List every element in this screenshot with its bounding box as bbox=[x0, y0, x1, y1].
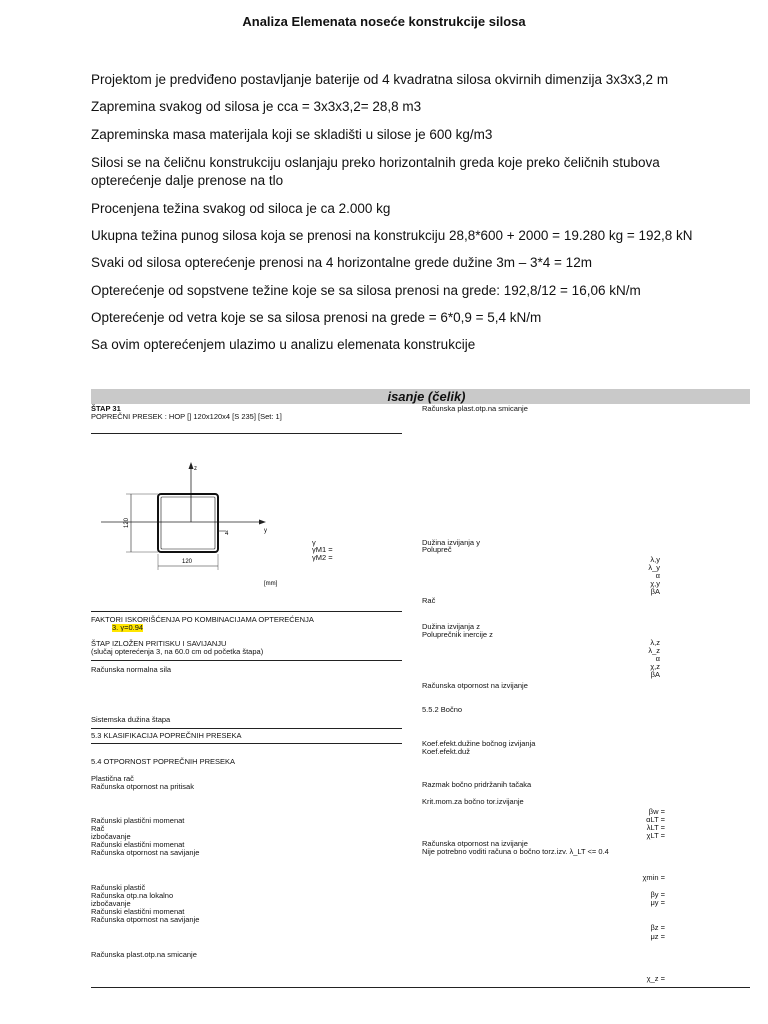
z-symbol: βA bbox=[650, 670, 660, 679]
shear-label-right: Računska plast.otp.na smicanje bbox=[422, 404, 528, 413]
cross-section-diagram bbox=[96, 458, 286, 588]
group2-line: izbočavanje bbox=[91, 832, 131, 841]
gamma-m2-label: γM2 = bbox=[312, 553, 333, 562]
chi-min-label: χmin = bbox=[642, 873, 665, 882]
z-symbol: χ,z bbox=[650, 662, 660, 671]
paragraph: Sa ovim opterećenjem ulazimo u analizu elemenata konstrukcije bbox=[91, 337, 476, 352]
lateral-heading: 5.5.2 Bočno bbox=[422, 705, 463, 714]
beta-z-label: βz = bbox=[650, 923, 665, 932]
system-length-label: Sistemska dužina štapa bbox=[91, 715, 171, 724]
z-symbol: λ_z bbox=[648, 646, 660, 655]
group2-line: Računski elastični momenat bbox=[91, 840, 185, 849]
group2-line: Računski plastični momenat bbox=[91, 816, 185, 825]
divider bbox=[91, 743, 402, 744]
paragraph: Zapremina svakog od silosa je cca = 3x3x3,2= 28,8 m3 bbox=[91, 99, 422, 114]
divider bbox=[91, 433, 402, 434]
group1-line: Računska otpornost na pritisak bbox=[91, 782, 194, 791]
group3-line: Računska otp.na lokalno bbox=[91, 891, 174, 900]
y-symbol: βA bbox=[650, 587, 660, 596]
z-symbol: α bbox=[655, 654, 660, 663]
y-symbol: χ,y bbox=[650, 579, 660, 588]
member-loaded-sub: (slučaj opterećenja 3, na 60.0 cm od početka štapa) bbox=[91, 647, 264, 656]
paragraph: Silosi se na čeličnu konstrukciju oslanjaju preko horizontalnih greda koje preko čeličnih stubova opterećenje dalje prenose na tlo bbox=[91, 155, 660, 188]
crit-moment-label: Krit.mom.za bočno tor.izvijanje bbox=[422, 797, 524, 806]
axial-force-label: Računska normalna sila bbox=[91, 665, 172, 674]
svg-text:z: z bbox=[194, 466, 197, 472]
paragraph: Opterećenje od sopstvene težine koje se sa silosa prenosi na grede: 192,8/12 = 16,06 kN/m bbox=[91, 283, 641, 298]
classification-heading: 5.3 KLASIFIKACIJA POPREČNIH PRESEKA bbox=[91, 731, 242, 740]
beta-y-label: βy = bbox=[650, 890, 665, 899]
group2-line: Računska otpornost na savijanje bbox=[91, 848, 200, 857]
rac-label: Rač bbox=[422, 596, 436, 605]
mu-y-label: μy = bbox=[650, 898, 665, 907]
group2-line: Rač bbox=[91, 824, 105, 833]
lt-symbol: βw = bbox=[648, 807, 665, 816]
divider bbox=[91, 728, 402, 729]
z-symbol: λ,z bbox=[650, 638, 660, 647]
paragraph: Projektom je predviđeno postavljanje baterije od 4 kvadratna silosa okvirnih dimenzija 3x3x3,2 m bbox=[91, 72, 669, 87]
mu-z-label: μz = bbox=[650, 932, 665, 941]
paragraph: Opterećenje od vetra koje se sa silosa prenosi na grede = 6*0,9 = 5,4 kN/m bbox=[91, 310, 542, 325]
gamma-m1-label: γM1 = bbox=[312, 545, 333, 554]
svg-text:y: y bbox=[264, 528, 267, 534]
svg-text:[mm]: [mm] bbox=[264, 581, 278, 587]
buckling-y-line: Polupreč bbox=[422, 545, 452, 554]
lt-note: Nije potrebno voditi računa o bočno torz.izv. λ_LT <= 0.4 bbox=[422, 847, 609, 856]
lt-symbol: χLT = bbox=[646, 831, 665, 840]
divider bbox=[91, 660, 402, 661]
report-header-band bbox=[91, 389, 750, 404]
paragraph: Zapreminska masa materijala koji se skladišti u silose je 600 kg/m3 bbox=[91, 127, 493, 142]
svg-text:120: 120 bbox=[124, 517, 130, 528]
lt-symbol: αLT = bbox=[646, 815, 665, 824]
y-symbol: λ_y bbox=[648, 563, 660, 572]
bottom-rule bbox=[91, 987, 750, 988]
group3-line: Računska otpornost na savijanje bbox=[91, 915, 200, 924]
lateral-line: Koef.efekt.dužine bočnog izvijanja bbox=[422, 739, 536, 748]
lateral-line: Koef.efekt.duž bbox=[422, 747, 470, 756]
group3-line: Računski plastič bbox=[91, 883, 146, 892]
y-symbol: λ,y bbox=[650, 555, 660, 564]
factors-title: FAKTORI ISKORIŠĆENJA PO KOMBINACIJAMA OPTEREĆENJA bbox=[91, 615, 314, 624]
document-title: Analiza Elemenata noseće konstrukcije silosa bbox=[242, 14, 526, 29]
group1-line: Plastična rač bbox=[91, 774, 134, 783]
paragraph: Ukupna težina punog silosa koja se prenosi na konstrukciju 28,8*600 + 2000 = 19.280 kg = 192,8 kN bbox=[91, 228, 693, 243]
paragraph: Svaki od silosa opterećenje prenosi na 4 horizontalne grede dužine 3m – 3*4 = 12m bbox=[91, 255, 592, 270]
buckling-y-line: Dužina izvijanja y bbox=[422, 538, 480, 547]
restraint-distance-label: Razmak bočno pridržanih tačaka bbox=[422, 780, 532, 789]
y-symbol: α bbox=[655, 571, 660, 580]
factors-value: 3. γ=0.94 bbox=[112, 623, 144, 632]
gamma-label: γ bbox=[312, 538, 316, 547]
group3-line: Računski elastični momenat bbox=[91, 907, 185, 916]
chi-z-label: χ_z = bbox=[646, 974, 665, 983]
report-header-title: isanje (čelik) bbox=[387, 389, 466, 404]
buckling-z-line: Poluprečnik inercije z bbox=[422, 630, 493, 639]
resistance-heading: 5.4 OTPORNOST POPREČNIH PRESEKA bbox=[91, 757, 236, 766]
member-loaded-label: ŠTAP IZLOŽEN PRITISKU I SAVIJANJU bbox=[91, 639, 227, 648]
svg-text:4: 4 bbox=[225, 531, 229, 537]
shear-label-left: Računska plast.otp.na smicanje bbox=[91, 950, 197, 959]
group3-line: izbočavanje bbox=[91, 899, 131, 908]
buckling-resistance-label: Računska otpornost na izvijanje bbox=[422, 681, 528, 690]
lt-symbol: λLT = bbox=[646, 823, 665, 832]
section-label: POPREČNI PRESEK : HOP [] 120x120x4 [S 235] [Set: 1] bbox=[91, 412, 282, 421]
member-label: ŠTAP 31 bbox=[91, 404, 121, 413]
paragraph: Procenjena težina svakog od siloca je ca 2.000 kg bbox=[91, 201, 391, 216]
divider bbox=[91, 611, 402, 612]
buckling-z-line: Dužina izvijanja z bbox=[422, 622, 480, 631]
svg-text:120: 120 bbox=[182, 559, 193, 565]
lt-resistance-label: Računska otpornost na izvijanje bbox=[422, 839, 528, 848]
